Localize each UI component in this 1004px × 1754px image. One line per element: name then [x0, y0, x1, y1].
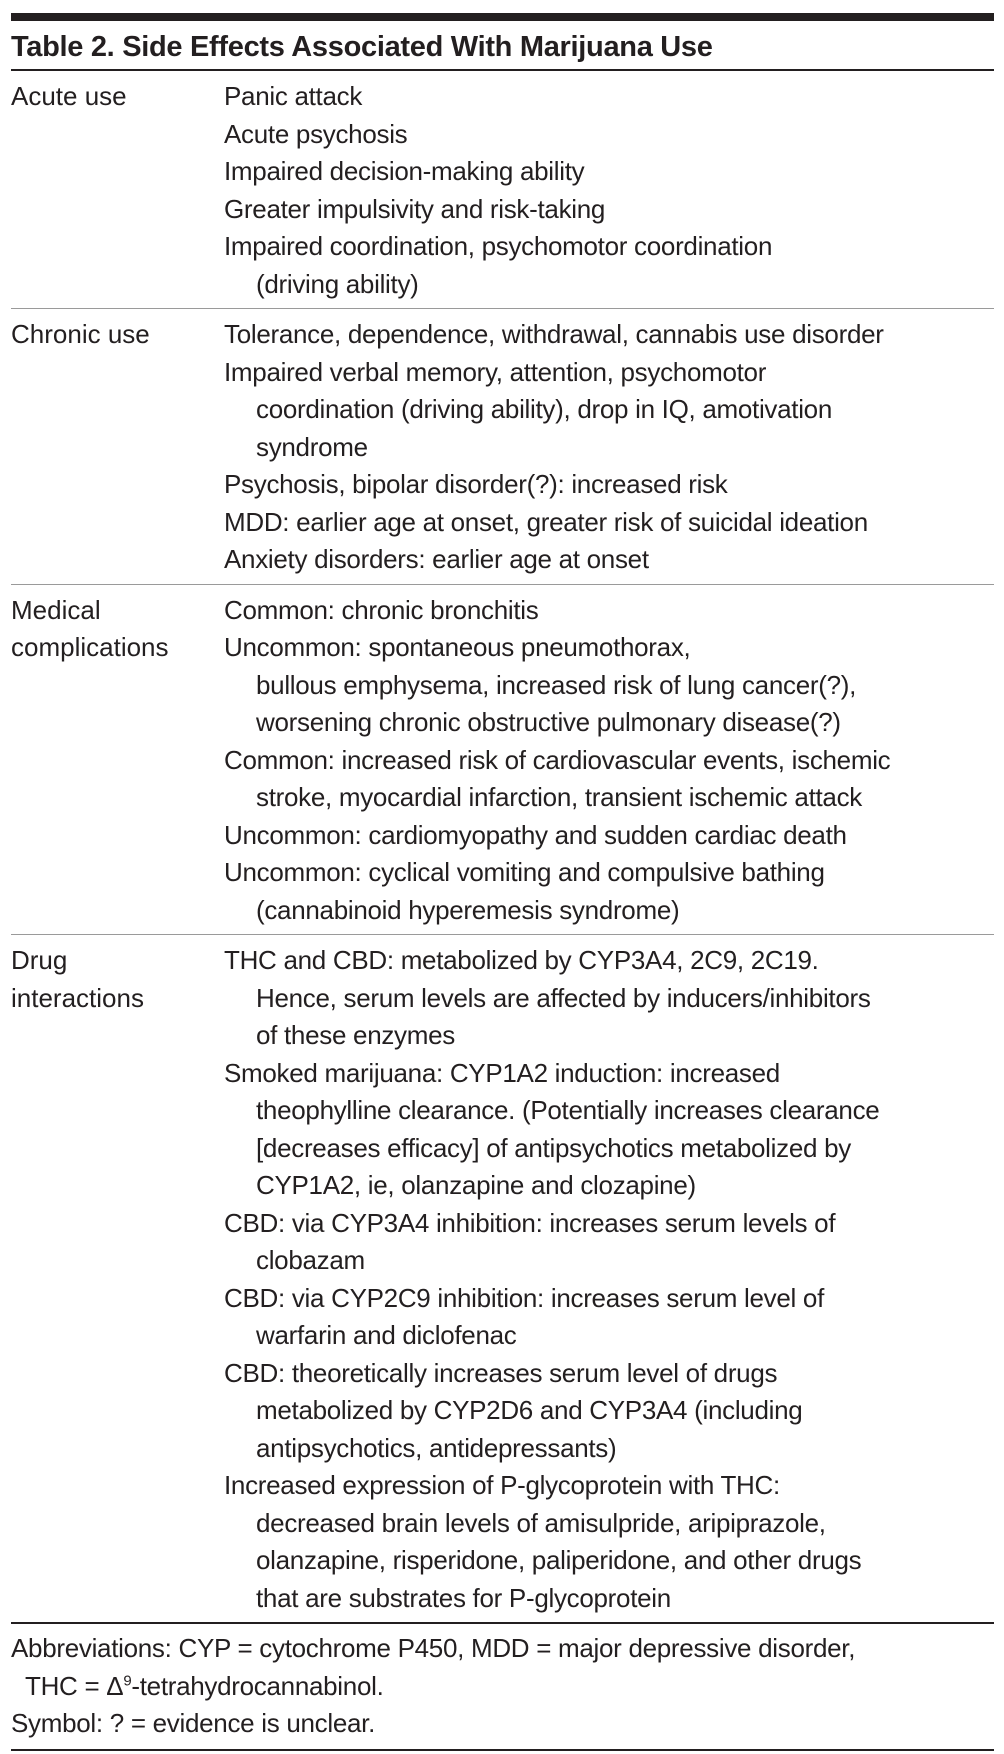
item-line: of these enzymes — [256, 1020, 455, 1050]
list-item — [224, 1055, 994, 1205]
table-title: Table 2. Side Effects Associated With Marijuana Use — [11, 31, 713, 63]
list-item — [224, 1205, 994, 1280]
item-line: Increased expression of P-glycoprotein with THC: — [224, 1470, 780, 1500]
list-item — [224, 466, 994, 504]
item-line: CYP1A2, ie, olanzapine and clozapine) — [256, 1170, 696, 1200]
abbrev-thc: THC = Δ — [25, 1670, 124, 1701]
item-line: MDD: earlier age at onset, greater risk of suicidal ideation — [224, 506, 868, 537]
row-items — [224, 942, 994, 1617]
item-line: Hence, serum levels are affected by inducers/inhibitors — [256, 982, 871, 1013]
category-line: Acute use — [11, 81, 127, 111]
superscript: 9 — [123, 1671, 132, 1689]
bottom-rule — [11, 1749, 994, 1751]
item-line: CBD: via CYP2C9 inhibition: increases serum level of — [224, 1282, 824, 1313]
category-line: interactions — [11, 982, 144, 1013]
item-line: (driving ability) — [256, 268, 419, 299]
item-line: syndrome — [256, 431, 368, 462]
item-line: stroke, myocardial infarction, transient ischemic attack — [256, 782, 862, 812]
category-line: Medical — [11, 594, 101, 625]
item-line: olanzapine, risperidone, paliperidone, and other drugs — [256, 1545, 862, 1575]
list-item — [224, 116, 994, 154]
item-line: Uncommon: cardiomyopathy and sudden cardiac death — [224, 819, 847, 850]
item-line: warfarin and diclofenac — [256, 1320, 517, 1350]
item-line: antipsychotics, antidepressants) — [256, 1432, 617, 1463]
item-line: clobazam — [256, 1245, 365, 1275]
row-items — [224, 316, 994, 579]
item-line: Psychosis, bipolar disorder(?): increased risk — [224, 469, 728, 499]
category-line: complications — [11, 632, 169, 662]
table-footnote — [11, 1624, 994, 1749]
abbreviations-line-cont — [11, 1668, 994, 1706]
list-item — [224, 153, 994, 191]
item-line: THC and CBD: metabolized by CYP3A4, 2C9, 2C19. — [224, 945, 819, 975]
item-line: [decreases efficacy] of antipsychotics metabolized by — [256, 1132, 851, 1163]
item-line: Smoked marijuana: CYP1A2 induction: increased — [224, 1057, 780, 1088]
category-line: Drug — [11, 945, 68, 975]
item-line: Panic attack — [224, 81, 363, 111]
category-line: Chronic use — [11, 319, 150, 349]
list-item — [224, 629, 994, 742]
item-line: bullous emphysema, increased risk of lung cancer(?), — [256, 669, 857, 700]
item-line: Uncommon: cyclical vomiting and compulsive bathing — [224, 857, 825, 887]
table-row — [11, 71, 994, 308]
item-line: theophylline clearance. (Potentially increases clearance — [256, 1095, 880, 1125]
list-item — [224, 541, 994, 579]
list-item — [224, 78, 994, 116]
item-line: Tolerance, dependence, withdrawal, cannabis use disorder — [224, 319, 884, 349]
list-item — [224, 228, 994, 303]
abbreviations-line: Abbreviations: CYP = cytochrome P450, MDD = major depressive disorder, — [11, 1633, 856, 1663]
symbol-line: Symbol: ? = evidence is unclear. — [11, 1708, 375, 1738]
item-line: Uncommon: spontaneous pneumothorax, — [224, 632, 691, 662]
item-line: Acute psychosis — [224, 118, 408, 149]
list-item — [224, 316, 994, 354]
table-2 — [11, 13, 994, 1751]
list-item — [224, 942, 994, 1055]
item-line: Impaired decision-making ability — [224, 156, 585, 186]
list-item — [224, 592, 994, 630]
item-line: coordination (driving ability), drop in IQ, amotivation — [256, 394, 833, 424]
list-item — [224, 1280, 994, 1355]
list-item — [224, 504, 994, 542]
item-line: Impaired coordination, psychomotor coordination — [224, 231, 773, 261]
item-line: CBD: via CYP3A4 inhibition: increases serum levels of — [224, 1207, 836, 1238]
list-item — [224, 191, 994, 229]
item-line: Anxiety disorders: earlier age at onset — [224, 544, 649, 574]
list-item — [224, 1355, 994, 1468]
item-line: decreased brain levels of amisulpride, aripiprazole, — [256, 1507, 826, 1538]
table-row — [11, 309, 994, 584]
row-items — [224, 592, 994, 930]
list-item — [224, 817, 994, 855]
item-line: CBD: theoretically increases serum level of drugs — [224, 1357, 778, 1388]
item-line: Impaired verbal memory, attention, psychomotor — [224, 356, 767, 387]
row-category — [11, 942, 224, 1617]
item-line: that are substrates for P-glycoprotein — [256, 1582, 671, 1613]
table-row — [11, 585, 994, 935]
item-line: Greater impulsivity and risk-taking — [224, 193, 606, 224]
table-row — [11, 935, 994, 1622]
item-line: worsening chronic obstructive pulmonary disease(?) — [256, 707, 841, 737]
item-line: Common: chronic bronchitis — [224, 594, 539, 625]
list-item — [224, 354, 994, 467]
row-category — [11, 592, 224, 930]
row-category — [11, 78, 224, 303]
list-item — [224, 1467, 994, 1617]
row-items — [224, 78, 994, 303]
top-rule — [11, 13, 994, 21]
list-item — [224, 742, 994, 817]
abbrev-thc-rest: -tetrahydrocannabinol. — [131, 1670, 384, 1701]
item-line: (cannabinoid hyperemesis syndrome) — [256, 894, 680, 925]
item-line: metabolized by CYP2D6 and CYP3A4 (including — [256, 1395, 803, 1425]
list-item — [224, 854, 994, 929]
table-body — [11, 71, 994, 1622]
item-line: Common: increased risk of cardiovascular events, ischemic — [224, 744, 891, 775]
row-category — [11, 316, 224, 579]
